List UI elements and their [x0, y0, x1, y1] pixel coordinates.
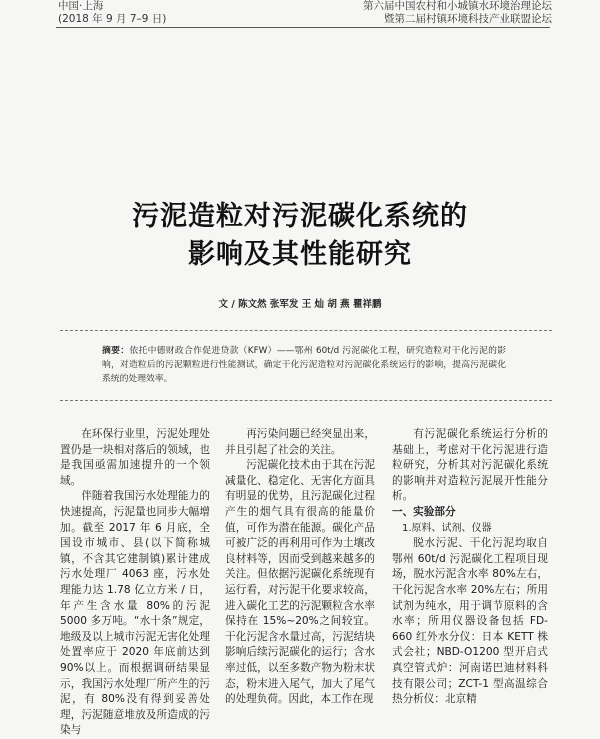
- header-left-line1: 中国·上海: [58, 0, 104, 12]
- author-list: 文 / 陈文然 张军发 王 灿 胡 燕 瞿祥鹏: [218, 299, 382, 310]
- abstract-top-divider: [60, 330, 552, 331]
- header-left-line2: (2018 年 9 月 7–9 日): [58, 13, 167, 25]
- body-column-2: [225, 427, 375, 708]
- header-right-line1: 第六届中国农村和小城镇水环境治理论坛: [363, 0, 552, 12]
- title-line2: 影响及其性能研究: [188, 239, 412, 270]
- abstract: [102, 344, 506, 386]
- article-title: [0, 198, 600, 274]
- subsection-heading: 1.原料、试剂、仪器: [402, 522, 492, 534]
- paragraph: 再污染问题已经突显出来，并且引起了社会的关注。: [225, 428, 375, 456]
- section-heading: 一、实验部分: [392, 505, 456, 518]
- abstract-text: 依托中德财政合作促进贷款（KFW）——鄂州 60t/d 污泥碳化工程，研究造粒对干化污泥的影响，对造粒后的污泥颗粒进行性能测试，确定干化污泥造粒对污泥碳化系统运行的影响，提高污泥碳化系统的处理效率。: [102, 346, 506, 384]
- conference-location: [58, 0, 166, 26]
- title-line1: 污泥造粒对污泥碳化系统的: [132, 201, 468, 232]
- paragraph: 污泥碳化技术由于其在污泥减量化、稳定化、无害化方面具有明显的优势，且污泥碳化过程产生的烟气具有很高的能量价值，可作为潜在能源。碳化产品可被广泛的再利用可作为土壤改良材料等，因而受到越来越多的关注。但依据污泥碳化系统现有运行看，对污泥干化要求较高，进入碳化工艺的污泥颗粒含水率保持在 15%~20%之间较宜。干化污泥含水量过高，污泥结块影响后续污泥碳化的运行；含水率过低，以至多数产物为粉末状态，粉末进入尾气，加大了尾气的处理负荷。因此，本工作在现: [225, 459, 375, 706]
- abstract-label: 摘要：: [102, 346, 130, 356]
- conference-name: [363, 0, 552, 26]
- paragraph: 脱水污泥、干化污泥均取自鄂州 60t/d 污泥碳化工程项目现场，脱水污泥含水率 80%左右，干化污泥含水率 20%左右；所用试剂为纯水，用于调节原料的含水率；所用仪器设备包括 FD-660 红外水分仪：日本 KETT 株式会社；NBD-O1200 型开启式真空管式炉：河南诺巴迪材料科技有限公司；ZCT-1 型高温综合热分析仪：北京精: [392, 537, 548, 706]
- header-right-line2: 暨第二届村镇环境科技产业联盟论坛: [384, 13, 552, 25]
- abstract-bottom-divider: [60, 400, 552, 401]
- paragraph: 在环保行业里，污泥处理处置仍是一块相对落后的领域，也是我国亟需加速提升的一个领域。: [60, 428, 210, 487]
- paragraph: 有污泥碳化系统运行分析的基础上，考虑对干化污泥进行造粒研究，分析其对污泥碳化系统的影响并对造粒污泥展开性能分析。: [392, 428, 548, 503]
- header-divider: [56, 27, 550, 28]
- body-column-1: [60, 427, 210, 739]
- paragraph: 伴随着我国污水处理能力的快速提高，污泥量也同步大幅增加。截至 2017 年 6 月底，全国设市城市、县(以下简称城镇，不含其它建制镇)累计建成污水处理厂 4063 座，污水处理能力达 1.78 亿立方米 / 日，年产生含水量 80%的污泥 5000 多万吨。“水十条”规定，地级及以上城市污泥无害化处理处置率应于 2020 年底前达到 90%以上。而根据调研结果显示，我国污水处理厂所产生的污泥，有 80%没有得到妥善处理，污泥随意堆放及所造成的污染与: [60, 490, 210, 737]
- body-column-3: [392, 427, 548, 708]
